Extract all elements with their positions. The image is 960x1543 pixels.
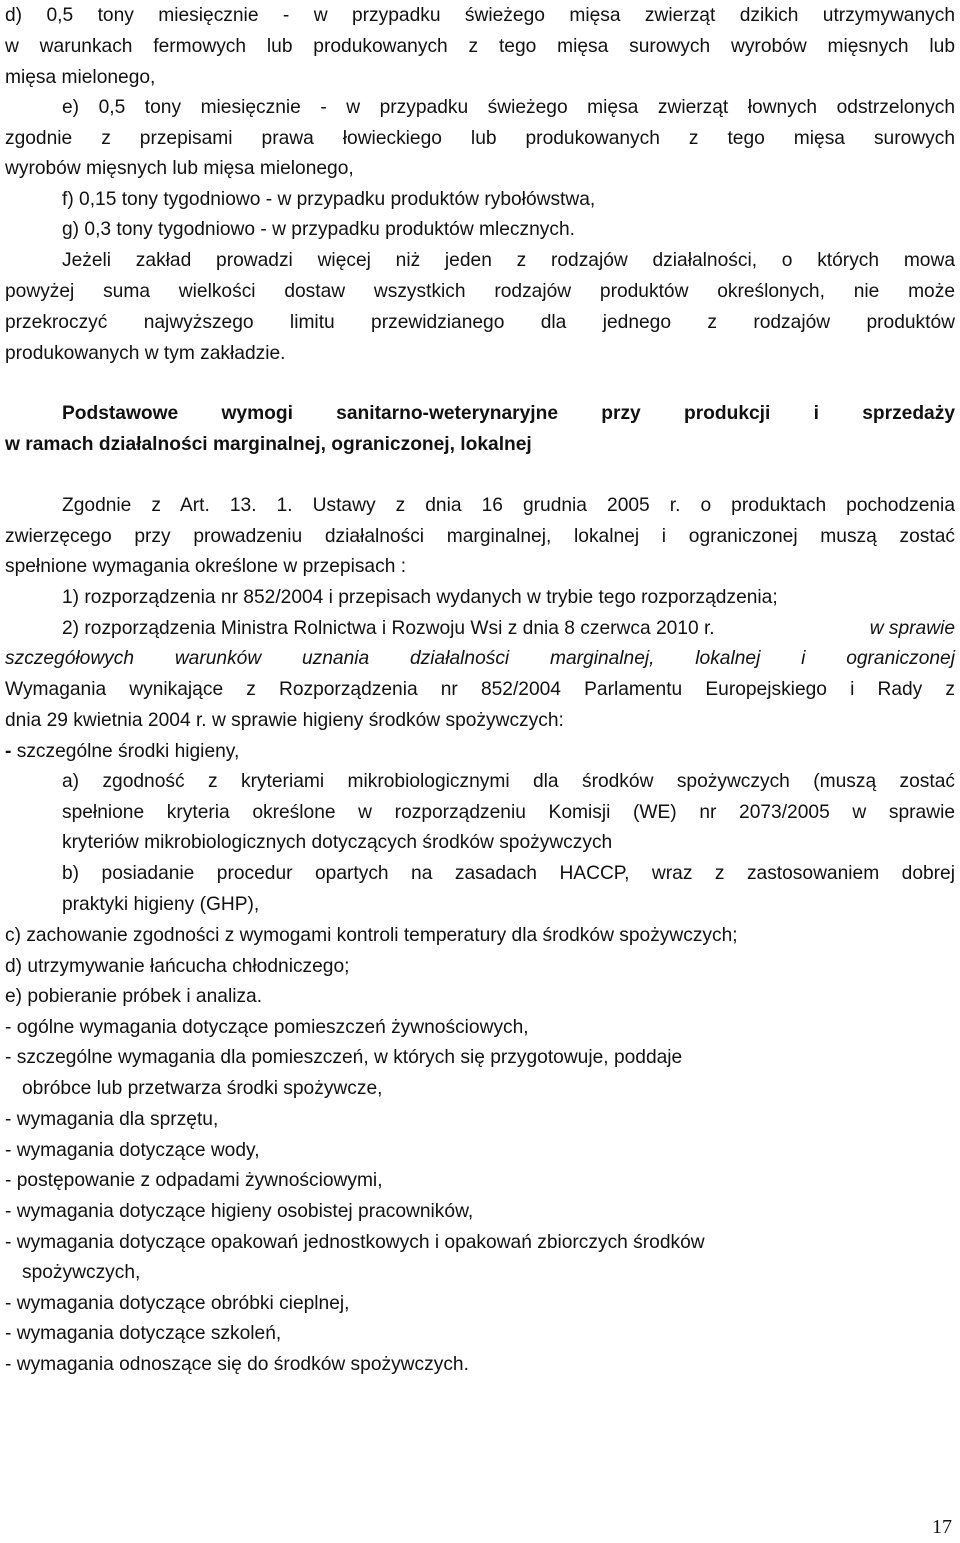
text-line: powyżej suma wielkości dostaw wszystkich rodzajów produktów określonych, nie może (5, 281, 955, 302)
text-line: - wymagania dotyczące opakowań jednostkowych i opakowań zbiorczych środków (5, 1232, 705, 1253)
text-line: obróbce lub przetwarza środki spożywcze, (22, 1078, 383, 1099)
text-line: produkowanych w tym zakładzie. (5, 343, 286, 364)
text-span: szczególne środki higieny, (16, 741, 240, 762)
text-line: c) zachowanie zgodności z wymogami kontroli temperatury dla środków spożywczych; (5, 925, 738, 946)
text-line: Wymagania wynikające z Rozporządzenia nr 852/2004 Parlamentu Europejskiego i Rady z (5, 679, 955, 700)
text-line: f) 0,15 tony tygodniowo - w przypadku produktów rybołówstwa, (62, 189, 596, 210)
text-line: w warunkach fermowych lub produkowanych z tego mięsa surowych wyrobów mięsnych lub (5, 36, 955, 57)
text-line: - wymagania dotyczące szkoleń, (5, 1323, 282, 1344)
text-line: - postępowanie z odpadami żywnościowymi, (5, 1170, 383, 1191)
text-line: zwierzęcego przy prowadzeniu działalności marginalnej, lokalnej i ograniczonej muszą zostać (5, 526, 955, 547)
text-line: 1) rozporządzenia nr 852/2004 i przepisach wydanych w trybie tego rozporządzenia; (62, 587, 778, 608)
text-line: praktyki higieny (GHP), (62, 894, 260, 915)
text-line: - wymagania dla sprzętu, (5, 1109, 219, 1130)
text-line: b) posiadanie procedur opartych na zasadach HACCP, wraz z zastosowaniem dobrej (62, 863, 955, 884)
text-line: wyrobów mięsnych lub mięsa mielonego, (5, 158, 354, 179)
text-line: spełnione kryteria określone w rozporządzeniu Komisji (WE) nr 2073/2005 w sprawie (62, 802, 955, 823)
text-line: szczegółowych warunków uznania działalności marginalnej, lokalnej i ograniczonej (5, 648, 955, 669)
text-span: 2) rozporządzenia Ministra Rolnictwa i Rozwoju Wsi z dnia 8 czerwca 2010 r. (62, 618, 715, 639)
text-line: mięsa mielonego, (5, 67, 156, 88)
text-line: dnia 29 kwietnia 2004 r. w sprawie higieny środków spożywczych: (5, 710, 564, 731)
text-line: e) 0,5 tony miesięcznie - w przypadku świeżego mięsa zwierząt łownych odstrzelonych (62, 97, 955, 118)
text-line: - wymagania dotyczące wody, (5, 1140, 260, 1161)
section-heading: Podstawowe wymogi sanitarno-weterynaryjne przy produkcji i sprzedaży (62, 403, 955, 424)
text-line: zgodnie z przepisami prawa łowieckiego lub produkowanych z tego mięsa surowych (5, 128, 955, 149)
text-line: d) 0,5 tony miesięcznie - w przypadku świeżego mięsa zwierząt dzikich utrzymywanych (5, 5, 955, 26)
page-number: 17 (932, 1516, 952, 1538)
section-heading: w ramach działalności marginalnej, ograniczonej, lokalnej (5, 434, 532, 455)
text-line (62, 613, 955, 644)
text-line (5, 736, 955, 767)
text-line: spełnione wymagania określone w przepisach : (5, 556, 407, 577)
bullet-dash: - (5, 741, 12, 762)
text-line: - wymagania dotyczące obróbki cieplnej, (5, 1293, 350, 1314)
text-line: kryteriów mikrobiologicznych dotyczących środków spożywczych (62, 832, 613, 853)
text-line: - wymagania odnoszące się do środków spożywczych. (5, 1354, 469, 1375)
text-span: w sprawie (869, 618, 955, 639)
text-line: Jeżeli zakład prowadzi więcej niż jeden z rodzajów działalności, o których mowa (62, 250, 955, 271)
text-line: spożywczych, (22, 1262, 141, 1283)
text-line: g) 0,3 tony tygodniowo - w przypadku produktów mlecznych. (62, 219, 575, 240)
text-line: d) utrzymywanie łańcucha chłodniczego; (5, 956, 350, 977)
text-line: Zgodnie z Art. 13. 1. Ustawy z dnia 16 grudnia 2005 r. o produktach pochodzenia (62, 495, 955, 516)
text-line: a) zgodność z kryteriami mikrobiologicznymi dla środków spożywczych (muszą zostać (62, 771, 955, 792)
text-line: - ogólne wymagania dotyczące pomieszczeń żywnościowych, (5, 1017, 529, 1038)
text-line: - szczególne wymagania dla pomieszczeń, w których się przygotowuje, poddaje (5, 1047, 683, 1068)
text-line: - wymagania dotyczące higieny osobistej pracowników, (5, 1201, 474, 1222)
text-line: e) pobieranie próbek i analiza. (5, 986, 263, 1007)
text-line: przekroczyć najwyższego limitu przewidzianego dla jednego z rodzajów produktów (5, 312, 955, 333)
